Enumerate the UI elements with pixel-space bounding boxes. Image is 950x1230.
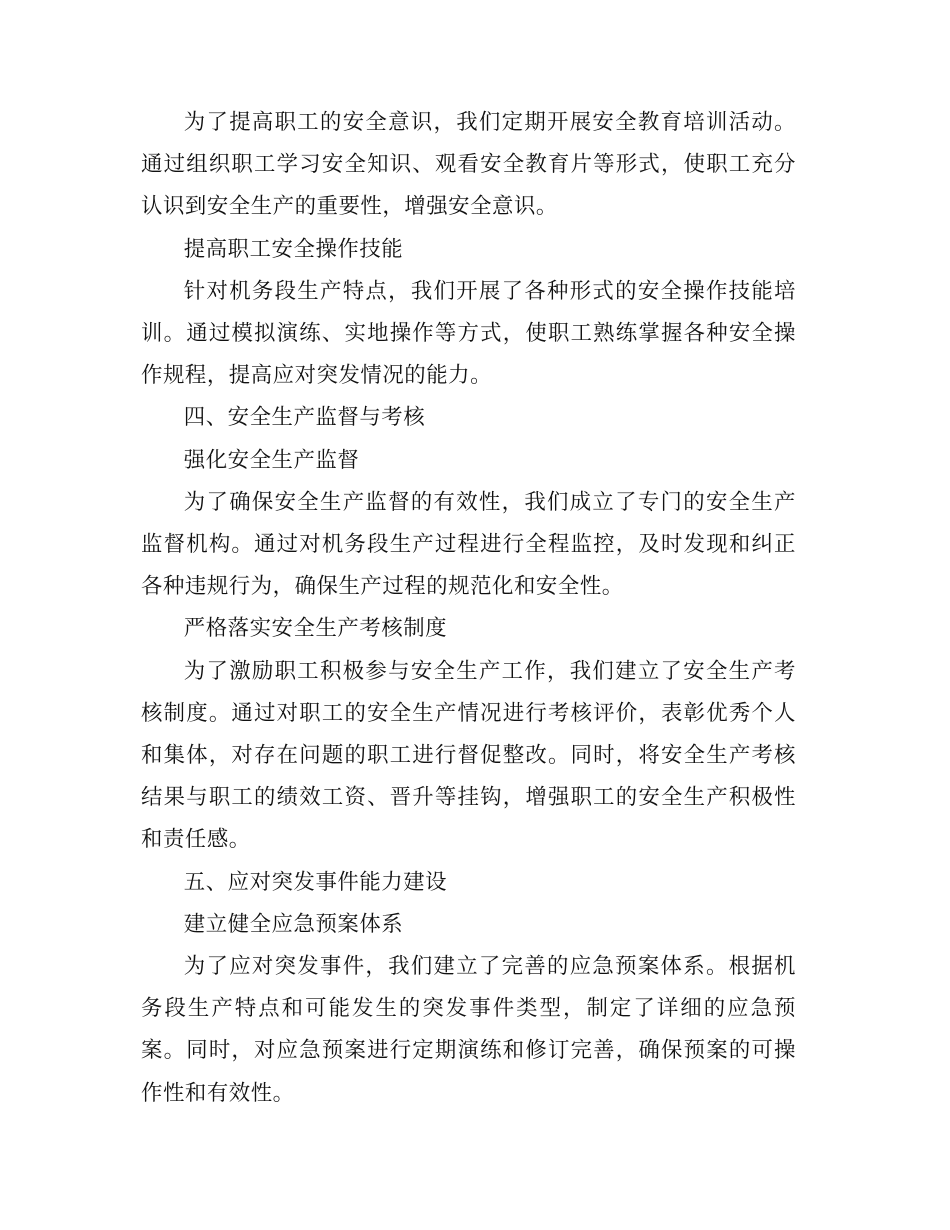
section-heading-supervision: 四、安全生产监督与考核	[183, 405, 426, 431]
heading-assessment-system: 严格落实安全生产考核制度	[183, 616, 448, 642]
paragraph-emergency-plan: 为了应对突发事件，我们建立了完善的应急预案体系。根据机务段生产特点和可能发生的突发事件类型，制定了详细的应急预案。同时，对应急预案进行定期演练和修订完善，确保预案的可操作性和有效性。	[141, 954, 796, 1106]
paragraph-safety-training: 为了提高职工的安全意识，我们定期开展安全教育培训活动。通过组织职工学习安全知识、观看安全教育片等形式，使职工充分认识到安全生产的重要性，增强安全意识。	[141, 110, 796, 220]
heading-strengthen-supervision: 强化安全生产监督	[183, 447, 360, 473]
paragraph-skills-training: 针对机务段生产特点，我们开展了各种形式的安全操作技能培训。通过模拟演练、实地操作等方式，使职工熟练掌握各种安全操作规程，提高应对突发情况的能力。	[141, 278, 796, 389]
section-heading-emergency: 五、应对突发事件能力建设	[183, 869, 448, 895]
paragraph-supervision: 为了确保安全生产监督的有效性，我们成立了专门的安全生产监督机构。通过对机务段生产过程进行全程监控，及时发现和纠正各种违规行为，确保生产过程的规范化和安全性。	[141, 489, 796, 600]
heading-emergency-plan: 建立健全应急预案体系	[183, 911, 404, 937]
heading-operation-skills: 提高职工安全操作技能	[183, 236, 404, 262]
paragraph-assessment: 为了激励职工积极参与安全生产工作，我们建立了安全生产考核制度。通过对职工的安全生产情况进行考核评价，表彰优秀个人和集体，对存在问题的职工进行督促整改。同时，将安全生产考核结果与职工的绩效工资、晋升等挂钩，增强职工的安全生产积极性和责任感。	[141, 658, 796, 853]
document-body	[141, 102, 796, 1115]
